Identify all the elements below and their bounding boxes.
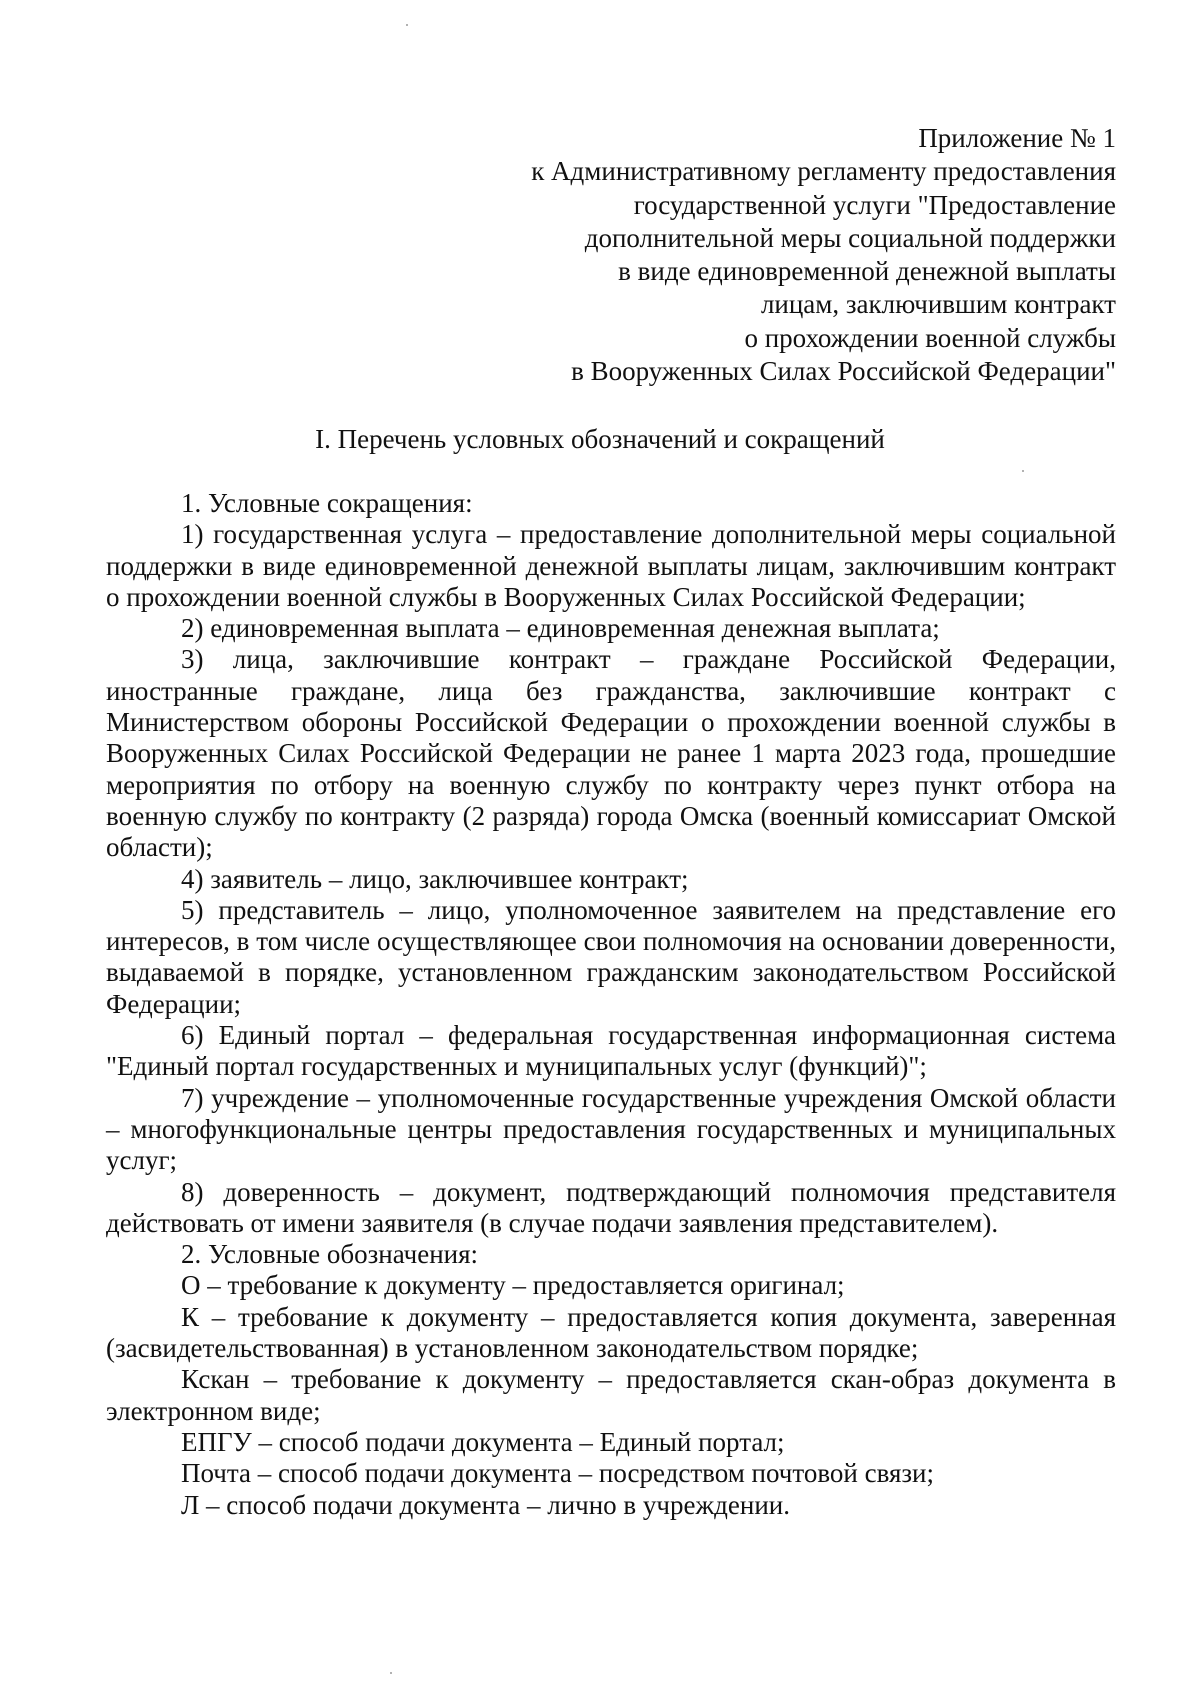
paragraph: ЕПГУ – способ подачи документа – Единый портал; — [181, 1426, 785, 1457]
scan-speck — [390, 1672, 392, 1674]
paragraph: 2) единовременная выплата – единовременная денежная выплата; — [181, 613, 940, 644]
header-line: в Вооруженных Силах Российской Федерации" — [571, 356, 1116, 387]
appendix-header — [440, 122, 1116, 388]
header-line: Приложение № 1 — [918, 123, 1116, 153]
paragraph: Кскан – требование к документу – предоставляется скан-образ документа в электронном виде; — [106, 1364, 1116, 1426]
paragraph: 1) государственная услуга – предоставление дополнительной меры социальной поддержки в виде единовременной денежной выплаты лицам, заключившим контракт о прохождении военной службы в Вооруженных Силах Российской Федерации; — [106, 519, 1116, 612]
paragraph: 7) учреждение – уполномоченные государственные учреждения Омской области – многофункциональные центры предоставления государственных и муниципальных услуг; — [106, 1082, 1116, 1176]
paragraph: Почта – способ подачи документа – посредством почтовой связи; — [181, 1458, 934, 1489]
document-body — [106, 488, 1116, 1521]
paragraph: 2. Условные обозначения: — [181, 1239, 479, 1270]
header-line: лицам, заключившим контракт — [760, 289, 1116, 320]
header-line: о прохождении военной службы — [744, 322, 1116, 353]
paragraph: 8) доверенность – документ, подтверждающий полномочия представителя действовать от имени заявителя (в случае подачи заявления представителем). — [106, 1176, 1116, 1238]
header-line: в виде единовременной денежной выплаты — [618, 256, 1116, 287]
section-title: I. Перечень условных обозначений и сокращений — [315, 424, 885, 454]
header-line: дополнительной меры социальной поддержки — [584, 222, 1116, 253]
paragraph: 6) Единый портал – федеральная государственная информационная система "Единый портал государственных и муниципальных услуг (функций)"; — [106, 1020, 1116, 1082]
paragraph: 5) представитель – лицо, уполномоченное заявителем на представление его интересов, в том числе осуществляющее свои полномочия на основании доверенности, выдаваемой в порядке, установленном гражданским законодательством Российской Федерации; — [106, 894, 1116, 1019]
scan-speck — [1022, 470, 1024, 472]
paragraph: 4) заявитель – лицо, заключившее контракт; — [181, 863, 689, 894]
header-line: государственной услуги "Предоставление — [633, 189, 1116, 220]
scan-speck — [406, 24, 408, 26]
paragraph: 1. Условные сокращения: — [181, 488, 473, 518]
paragraph: К – требование к документу – предоставляется копия документа, заверенная (засвидетельствованная) в установленном законодательством порядке; — [106, 1301, 1116, 1364]
header-line: к Административному регламенту предоставления — [531, 156, 1116, 187]
paragraph: 3) лица, заключившие контракт – граждане Российской Федерации, иностранные граждане, лица без гражданства, заключившие контракт с Министерством обороны Российской Федерации о прохождении военной службы в Вооруженных Силах Российской Федерации не ранее 1 марта 2023 года, прошедшие мероприятия по отбору на военную службу по контракту через пункт отбора на военную службу по контракту (2 разряда) города Омска (военный комиссариат Омской области); — [106, 644, 1116, 863]
paragraph: О – требование к документу – предоставляется оригинал; — [181, 1270, 845, 1301]
paragraph: Л – способ подачи документа – лично в учреждении. — [181, 1489, 790, 1520]
